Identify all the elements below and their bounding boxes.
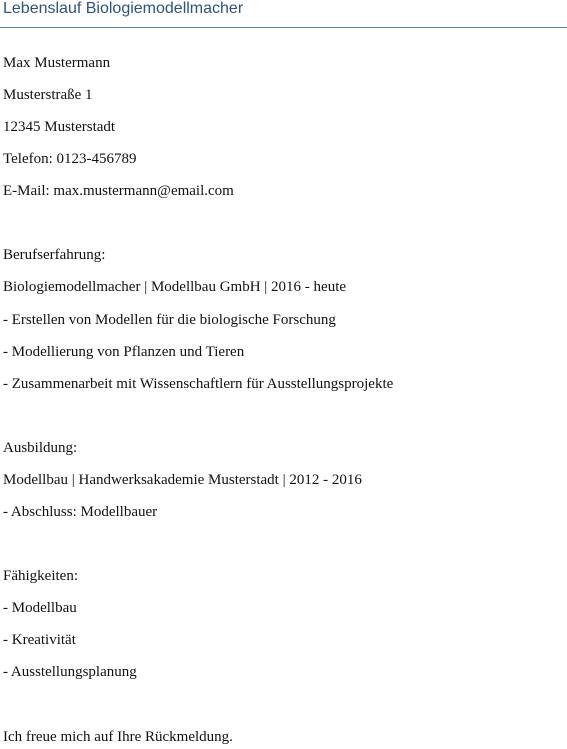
document-header xyxy=(0,0,567,28)
experience-item: - Erstellen von Modellen für die biologische Forschung xyxy=(3,312,336,328)
experience-item: - Modellierung von Pflanzen und Tieren xyxy=(3,344,245,360)
education-heading: Ausbildung: xyxy=(3,440,78,456)
experience-position: Biologiemodellmacher | Modellbau GmbH | 2016 - heute xyxy=(3,279,347,295)
education-item: - Abschluss: Modellbauer xyxy=(3,504,158,520)
skills-item: - Kreativität xyxy=(3,632,76,648)
contact-phone: Telefon: 0123-456789 xyxy=(3,151,137,167)
skills-item: - Ausstellungsplanung xyxy=(3,664,137,680)
closing-line: Ich freue mich auf Ihre Rückmeldung. xyxy=(3,729,233,745)
skills-item: - Modellbau xyxy=(3,600,77,616)
document-title: Lebenslauf Biologiemodellmacher xyxy=(3,0,244,17)
contact-street: Musterstraße 1 xyxy=(3,87,93,103)
contact-city: 12345 Musterstadt xyxy=(3,119,116,135)
contact-email: E-Mail: max.mustermann@email.com xyxy=(3,183,234,199)
experience-heading: Berufserfahrung: xyxy=(3,247,106,263)
contact-name: Max Mustermann xyxy=(3,55,111,71)
education-entry: Modellbau | Handwerksakademie Musterstadt | 2012 - 2016 xyxy=(3,472,362,488)
skills-heading: Fähigkeiten: xyxy=(3,568,78,584)
experience-item: - Zusammenarbeit mit Wissenschaftlern für Ausstellungsprojekte xyxy=(3,376,394,392)
